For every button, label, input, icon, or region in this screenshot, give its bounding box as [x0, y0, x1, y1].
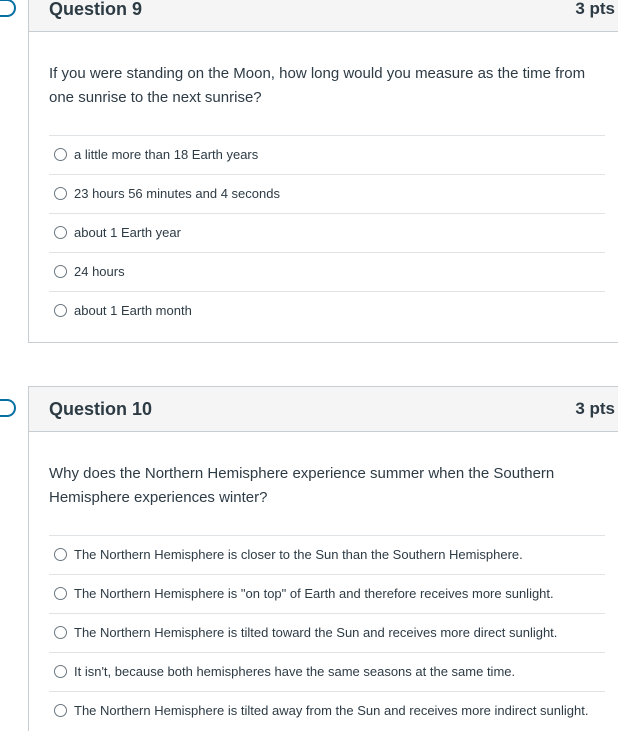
- radio-button[interactable]: [54, 587, 67, 600]
- question-title: Question 10: [49, 398, 153, 419]
- answer-option[interactable]: [49, 692, 605, 730]
- flag-question-icon[interactable]: [0, 399, 16, 417]
- answer-list: [49, 135, 605, 330]
- answer-label: The Northern Hemisphere is "on top" of Earth and therefore receives more sunlight.: [74, 586, 554, 601]
- question-body: [29, 432, 618, 730]
- question-text: Why does the Northern Hemisphere experience summer when the Southern Hemisphere experiences winter?: [49, 465, 555, 506]
- answer-label: The Northern Hemisphere is closer to the Sun than the Southern Hemisphere.: [74, 547, 523, 562]
- radio-button[interactable]: [54, 187, 67, 200]
- answer-list: [49, 535, 605, 730]
- question-title: Question 9: [49, 0, 143, 19]
- question-9: [28, 0, 618, 343]
- answer-label: The Northern Hemisphere is tilted away from the Sun and receives more indirect sunlight.: [74, 703, 589, 718]
- question-points: 3 pts: [575, 0, 615, 18]
- answer-label: It isn't, because both hemispheres have the same seasons at the same time.: [74, 664, 516, 679]
- answer-label: a little more than 18 Earth years: [74, 147, 259, 162]
- answer-label: 24 hours: [74, 264, 125, 279]
- answer-label: about 1 Earth month: [74, 303, 192, 318]
- radio-button[interactable]: [54, 304, 67, 317]
- flag-question-icon[interactable]: [0, 0, 16, 17]
- answer-option[interactable]: [49, 292, 605, 330]
- answer-label: about 1 Earth year: [74, 225, 181, 240]
- question-10: [28, 386, 618, 731]
- question-header: [29, 387, 618, 432]
- radio-button[interactable]: [54, 626, 67, 639]
- question-header: [29, 0, 618, 32]
- radio-button[interactable]: [54, 548, 67, 561]
- answer-option[interactable]: [49, 175, 605, 214]
- answer-option[interactable]: [49, 653, 605, 692]
- radio-button[interactable]: [54, 704, 67, 717]
- radio-button[interactable]: [54, 226, 67, 239]
- question-points: 3 pts: [575, 399, 615, 418]
- answer-option[interactable]: [49, 536, 605, 575]
- answer-option[interactable]: [49, 136, 605, 175]
- answer-label: The Northern Hemisphere is tilted toward the Sun and receives more direct sunlight.: [74, 625, 558, 640]
- answer-option[interactable]: [49, 614, 605, 653]
- answer-option[interactable]: [49, 253, 605, 292]
- answer-option[interactable]: [49, 214, 605, 253]
- question-text: If you were standing on the Moon, how long would you measure as the time from one sunrise to the next sunrise?: [49, 65, 586, 106]
- answer-label: 23 hours 56 minutes and 4 seconds: [74, 186, 280, 201]
- radio-button[interactable]: [54, 665, 67, 678]
- question-body: [29, 32, 618, 330]
- radio-button[interactable]: [54, 148, 67, 161]
- answer-option[interactable]: [49, 575, 605, 614]
- radio-button[interactable]: [54, 265, 67, 278]
